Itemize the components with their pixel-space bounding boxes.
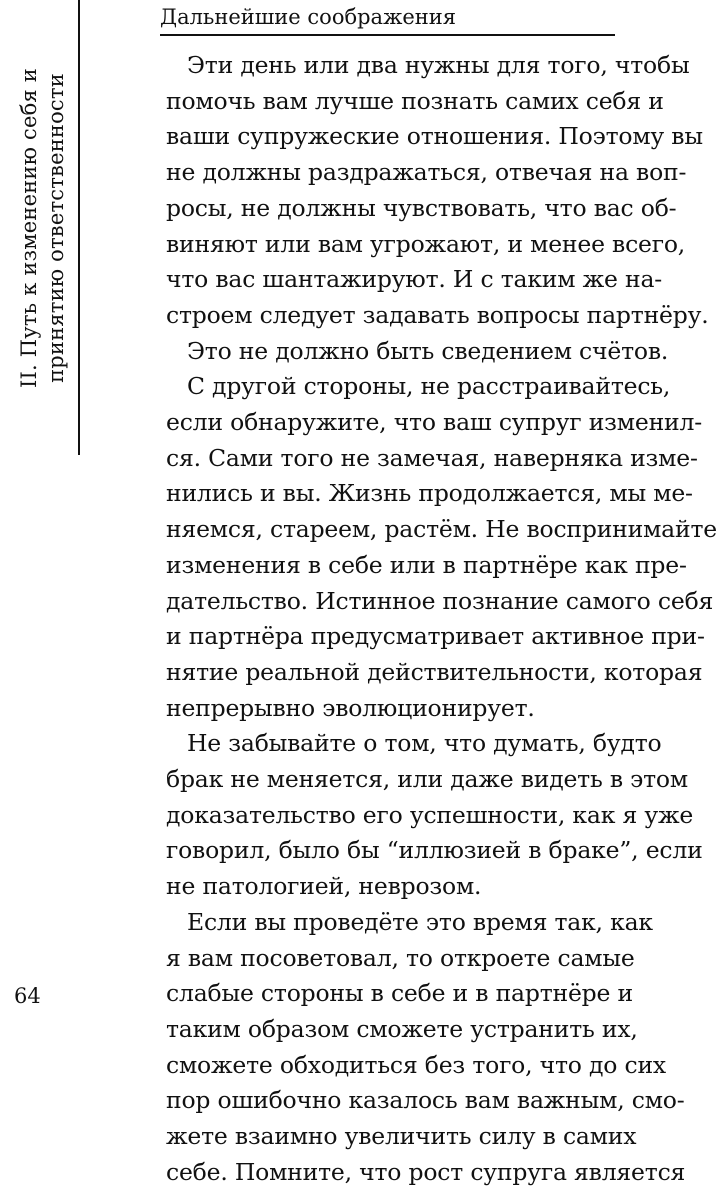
paragraph xyxy=(166,48,709,334)
side-divider-rule xyxy=(78,0,80,455)
running-head: Дальнейшие соображения xyxy=(160,2,615,36)
text-line: таким образом сможете устранить их, xyxy=(166,1014,638,1043)
text-line: няемся, стареем, растём. Не воспринимайте xyxy=(166,515,717,544)
text-line: строем следует задавать вопросы партнёру. xyxy=(166,300,709,329)
text-line: говорил, было бы “иллюзией в браке”, если xyxy=(166,836,703,865)
chapter-title-line-1: II. Путь к изменению себя и xyxy=(17,68,42,388)
paragraph xyxy=(166,334,669,370)
text-line: не патологией, неврозом. xyxy=(166,872,482,901)
text-line: не должны раздражаться, отвечая на воп- xyxy=(166,158,687,187)
text-line: ваши супружеские отношения. Поэтому вы xyxy=(166,122,703,151)
text-line: дательство. Истинное познание самого себя xyxy=(166,586,714,615)
text-line: что вас шантажируют. И с таким же на- xyxy=(166,265,663,294)
text-line: Эти день или два нужны для того, чтобы xyxy=(187,51,690,79)
text-line: ся. Сами того не замечая, наверняка изме- xyxy=(166,443,698,472)
text-line: сможете обходиться без того, что до сих xyxy=(166,1050,666,1079)
paragraph xyxy=(166,369,717,726)
text-line: Если вы проведёте это время так, как xyxy=(187,907,653,936)
text-line: нились и вы. Жизнь продолжается, мы ме- xyxy=(166,479,693,508)
text-line: и партнёра предусматривает активное при- xyxy=(166,622,705,651)
page-number: 64 xyxy=(14,984,41,1008)
text-line: жете взаимно увеличить силу в самих xyxy=(166,1122,637,1151)
paragraph xyxy=(166,726,703,905)
text-line: помочь вам лучше познать самих себя и xyxy=(166,86,664,115)
text-line: изменения в себе или в партнёре как пре- xyxy=(166,550,687,579)
text-line: виняют или вам угрожают, и менее всего, xyxy=(166,229,686,258)
text-line: доказательство его успешности, как я уже xyxy=(166,800,694,829)
text-line: слабые стороны в себе и в партнёре и xyxy=(166,979,633,1008)
chapter-title-line-2: принятию ответственности xyxy=(44,73,69,383)
text-line: себе. Помните, что рост супруга является xyxy=(166,1157,686,1186)
text-line: росы, не должны чувствовать, что вас об- xyxy=(166,193,677,222)
chapter-side-title xyxy=(8,8,78,448)
text-line: С другой стороны, не расстраивайтесь, xyxy=(187,372,671,401)
paragraph xyxy=(166,905,686,1191)
text-line: я вам посоветовал, то откроете самые xyxy=(166,943,635,972)
text-line: Это не должно быть сведением счётов. xyxy=(187,336,669,365)
text-line: пор ошибочно казалось вам важным, смо- xyxy=(166,1086,685,1115)
text-line: если обнаружите, что ваш супруг изменил- xyxy=(166,408,702,437)
text-line: брак не меняется, или даже видеть в этом xyxy=(166,765,688,794)
text-line: нятие реальной действительности, которая xyxy=(166,657,703,686)
text-line: Не забывайте о том, что думать, будто xyxy=(187,729,662,758)
body-text xyxy=(166,48,717,1191)
text-line: непрерывно эволюционирует. xyxy=(166,693,535,722)
